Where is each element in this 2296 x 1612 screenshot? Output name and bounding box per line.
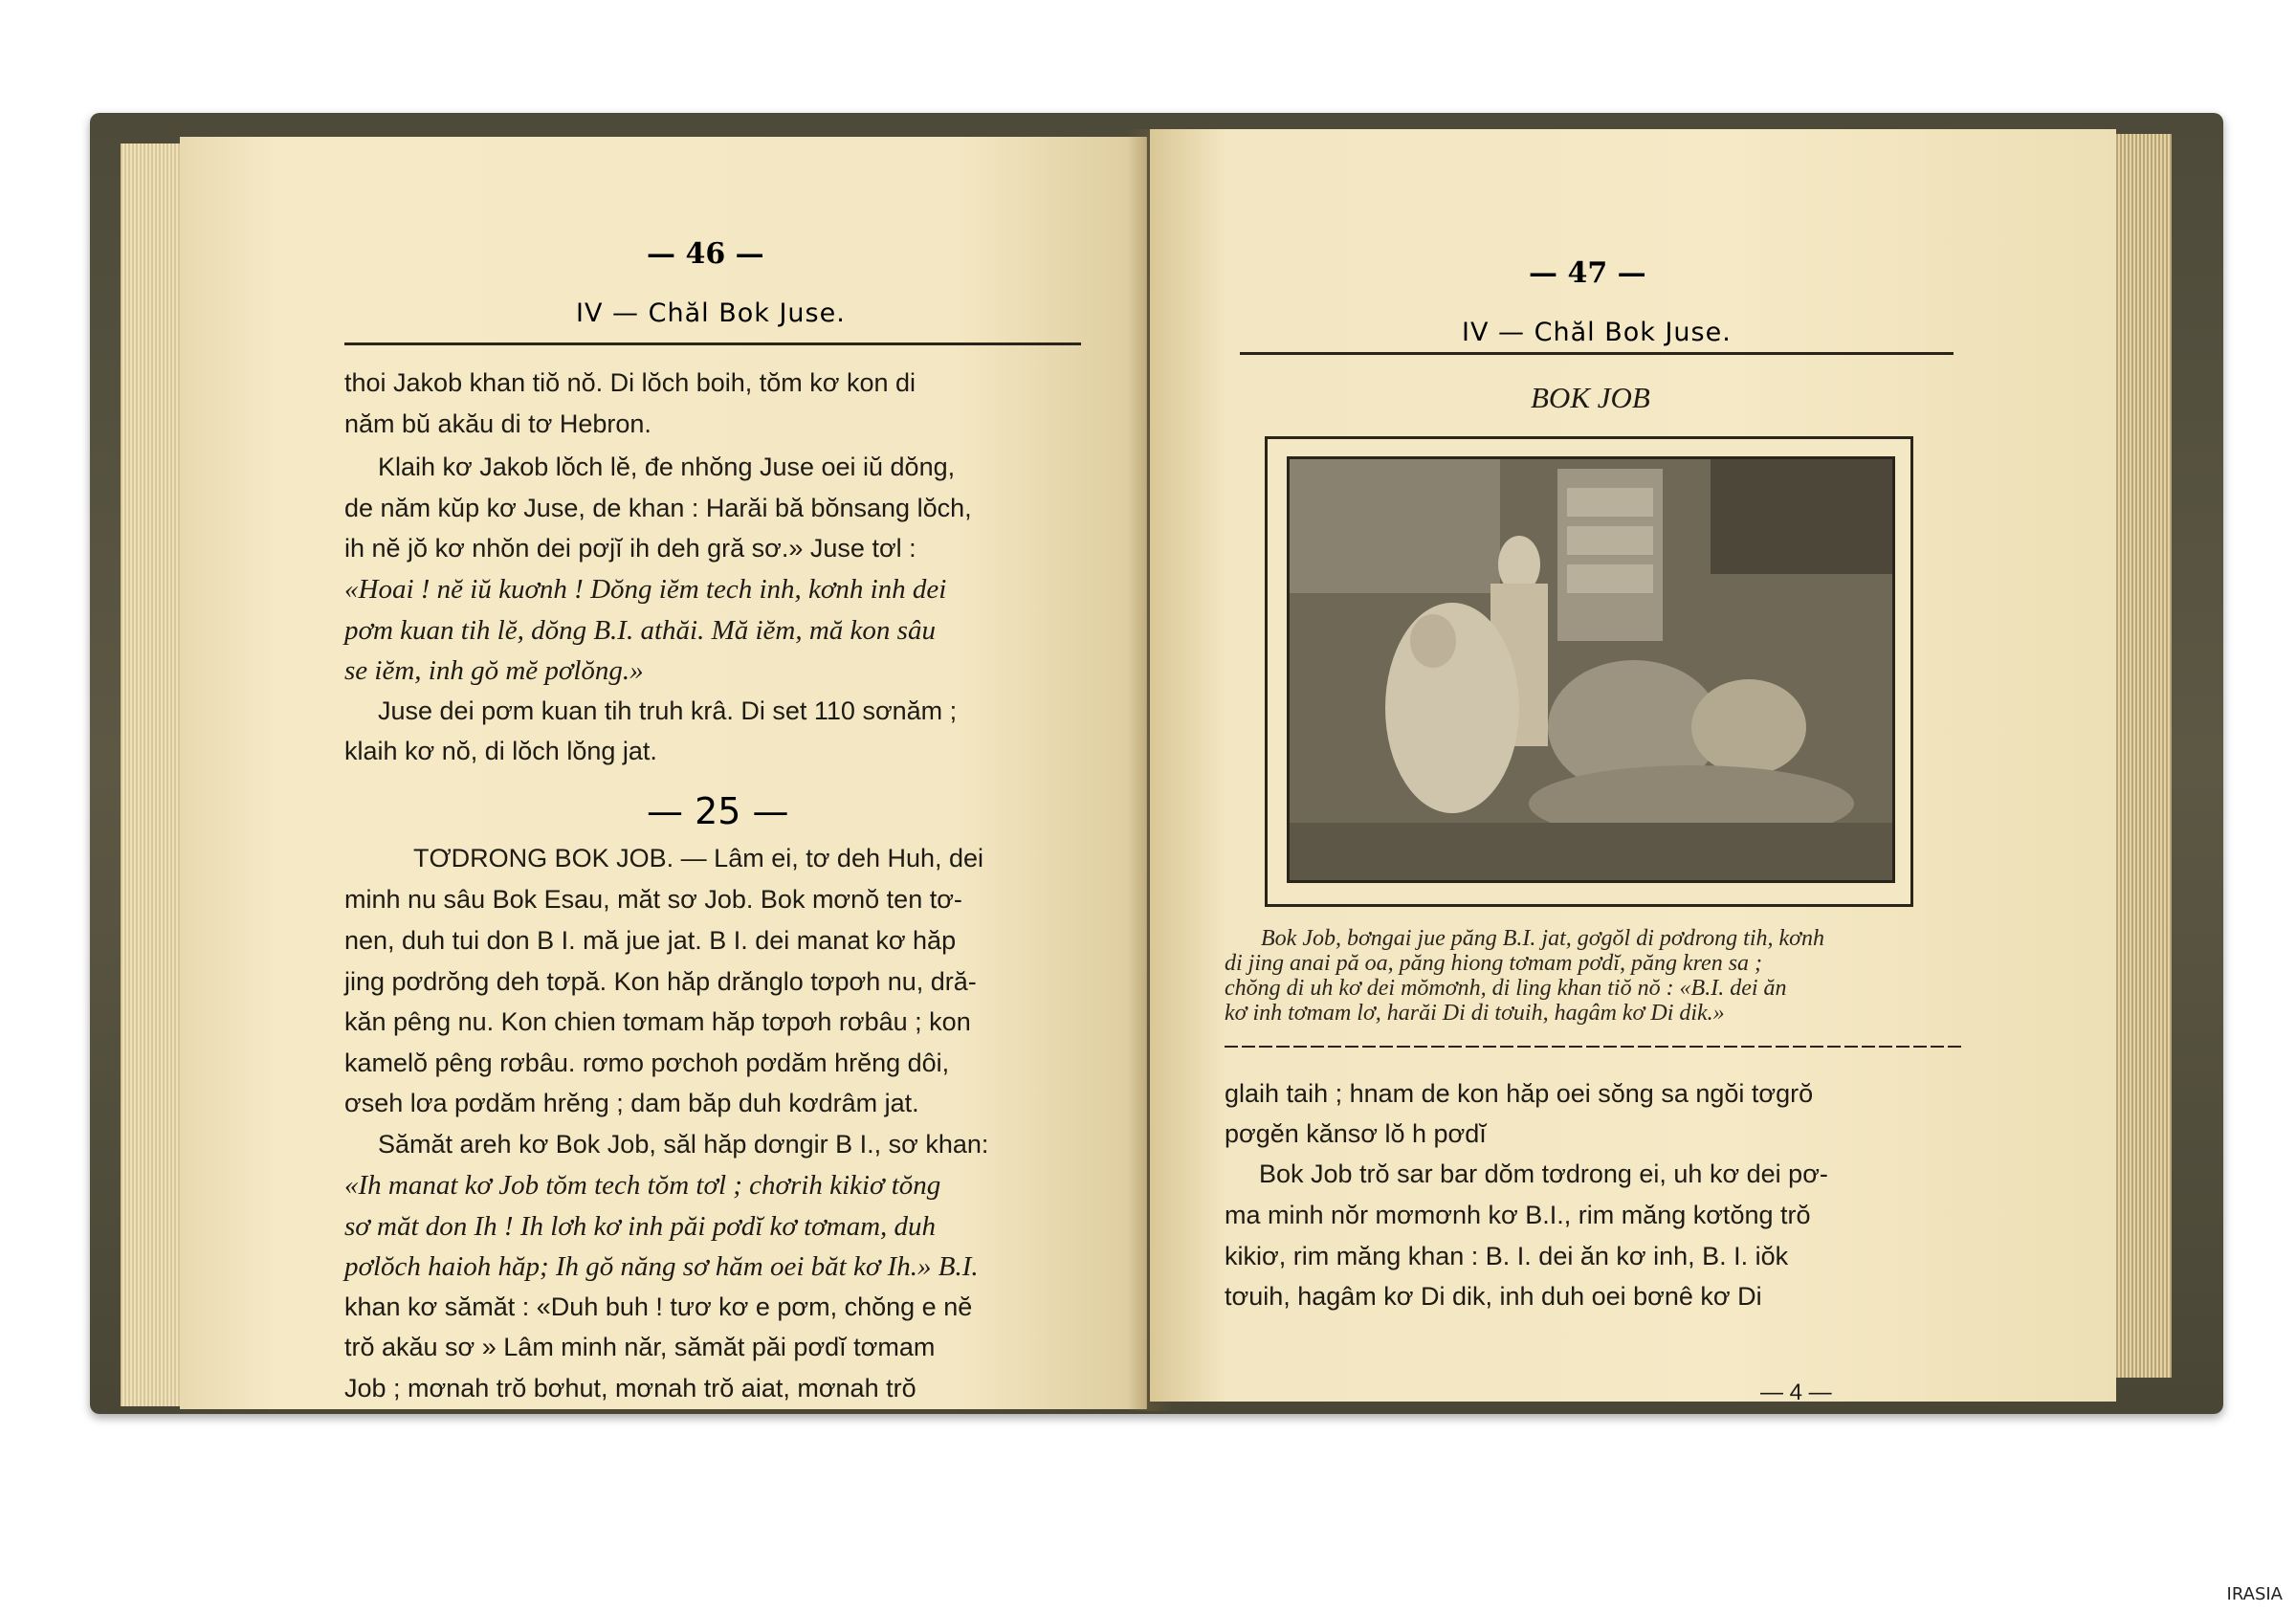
left-line-3: Klaih kơ Jakob lŏch lĕ, đe nhŏng Juse oei iŭ dŏng, <box>378 453 956 481</box>
left-line-16: kamelŏ pêng rơbâu. rơmo pơchoh pơdăm hrĕng dôi, <box>344 1049 950 1077</box>
signature-mark: — 4 — <box>1760 1380 1832 1405</box>
left-line-17: ơseh lơa pơdăm hrĕng ; dam băp duh kơdrâm jat. <box>344 1089 919 1117</box>
left-running-head: IV — Chăl Bok Juse. <box>576 298 846 328</box>
section-number: — 25 — <box>647 790 789 832</box>
left-page-edges <box>121 144 182 1406</box>
right-line-4: ma minh nŏr mơmơnh kơ B.I., rim măng kơtŏng trŏ <box>1225 1201 1811 1229</box>
right-line-1: glaih taih ; hnam de kon hăp oei sŏng sa ngŏi tơgrŏ <box>1225 1079 1814 1108</box>
caption-line-1: Bok Job, bơngai jue păng B.I. jat, gơgŏl di pơdrong tih, kơnh <box>1261 926 1824 951</box>
left-line-1: thoi Jakob khan tiŏ nŏ. Di lŏch boih, tŏm kơ kon di <box>344 368 916 397</box>
caption-line-3: chŏng di uh kơ dei mŏmơnh, di ling khan tiŏ nŏ : «B.I. dei ăn <box>1225 976 1787 1001</box>
source-watermark: IRASIA <box>2226 1584 2283 1604</box>
right-page-edges <box>2116 134 2172 1378</box>
left-line-5: ih nĕ jŏ kơ nhŏn dei pơjĭ ih deh gră sơ.» Juse tơl : <box>344 534 916 563</box>
left-line-20: sơ măt don Ih ! Ih lơh kơ inh păi pơdĭ kơ tơmam, duh <box>344 1211 937 1242</box>
caption-line-2: di jing anai pă oa, păng hiong tơmam pơdĭ, păng kren sa ; <box>1225 951 1763 976</box>
right-page-number: — 47 — <box>1529 256 1646 290</box>
right-running-head: IV — Chăl Bok Juse. <box>1462 318 1732 347</box>
left-line-15: kăn pêng nu. Kon chien tơmam hăp tơpơh rơbâu ; kon <box>344 1007 971 1036</box>
chapter-title: BOK JOB <box>1531 381 1650 414</box>
left-line-14: jing pơdrŏng deh tơpă. Kon hăp drănglo tơpơh nu, dră- <box>344 967 977 996</box>
left-line-13: nen, duh tui don B I. mă jue jat. B I. dei manat kơ hăp <box>344 926 957 955</box>
left-line-19: «Ih manat kơ Job tŏm tech tŏm tơl ; chơrih kikiơ tŏng <box>344 1170 941 1201</box>
right-line-3: Bok Job trŏ sar bar dŏm tơdrong ei, uh kơ dei pơ- <box>1259 1159 1828 1188</box>
left-line-10: klaih kơ nŏ, di lŏch lŏng jat. <box>344 737 657 765</box>
left-line-12: minh nu sâu Bok Esau, măt sơ Job. Bok mơnŏ ten tơ- <box>344 885 962 914</box>
left-page-number: — 46 — <box>647 237 764 271</box>
left-line-24: Job ; mơnah trŏ bơhut, mơnah trŏ aiat, mơnah trŏ <box>344 1374 916 1402</box>
engraving-job-illustration <box>1287 456 1895 883</box>
right-head-rule <box>1240 352 1954 355</box>
caption-rule <box>1225 1046 1961 1048</box>
left-line-23: trŏ akău sơ » Lâm minh năr, sămăt păi pơdĭ tơmam <box>344 1333 936 1361</box>
left-line-18: Sămăt areh kơ Bok Job, săl hăp dơngir B I., sơ khan: <box>378 1130 989 1159</box>
right-line-6: tơuih, hagâm kơ Di dik, inh duh oei bơnê kơ Di <box>1225 1282 1762 1311</box>
right-line-5: kikiơ, rim măng khan : B. I. dei ăn kơ inh, B. I. iŏk <box>1225 1242 1789 1270</box>
left-line-22: khan kơ sămăt : «Duh buh ! tươ kơ e pơm, chŏng e nĕ <box>344 1292 973 1321</box>
left-line-6: «Hoai ! nĕ iŭ kuơnh ! Dŏng iĕm tech inh, kơnh inh dei <box>344 574 947 605</box>
right-line-2: pơgĕn kănsơ lŏ h pơdĭ <box>1225 1119 1487 1148</box>
left-line-21: pơlŏch haioh hăp; Ih gŏ năng sơ hăm oei băt kơ Ih.» B.I. <box>344 1251 979 1282</box>
engraving-scene <box>1290 459 1892 880</box>
left-line-11: TƠDRONG BOK JOB. — Lâm ei, tơ deh Huh, dei <box>413 844 984 872</box>
left-line-9: Juse dei pơm kuan tih truh krâ. Di set 110 sơnăm ; <box>378 696 958 725</box>
caption-line-4: kơ inh tơmam lơ, harăi Di di tơuih, hagâm kơ Di dik.» <box>1225 1001 1725 1026</box>
left-line-4: de năm kŭp kơ Juse, de khan : Harăi bă bŏnsang lŏch, <box>344 494 972 522</box>
left-line-8: se iĕm, inh gŏ mĕ pơlŏng.» <box>344 655 644 686</box>
left-line-7: pơm kuan tih lĕ, dŏng B.I. athăi. Mă iĕm, mă kon sâu <box>344 615 936 646</box>
left-line-2: năm bŭ akău di tơ Hebron. <box>344 409 651 438</box>
left-head-rule <box>344 342 1081 345</box>
